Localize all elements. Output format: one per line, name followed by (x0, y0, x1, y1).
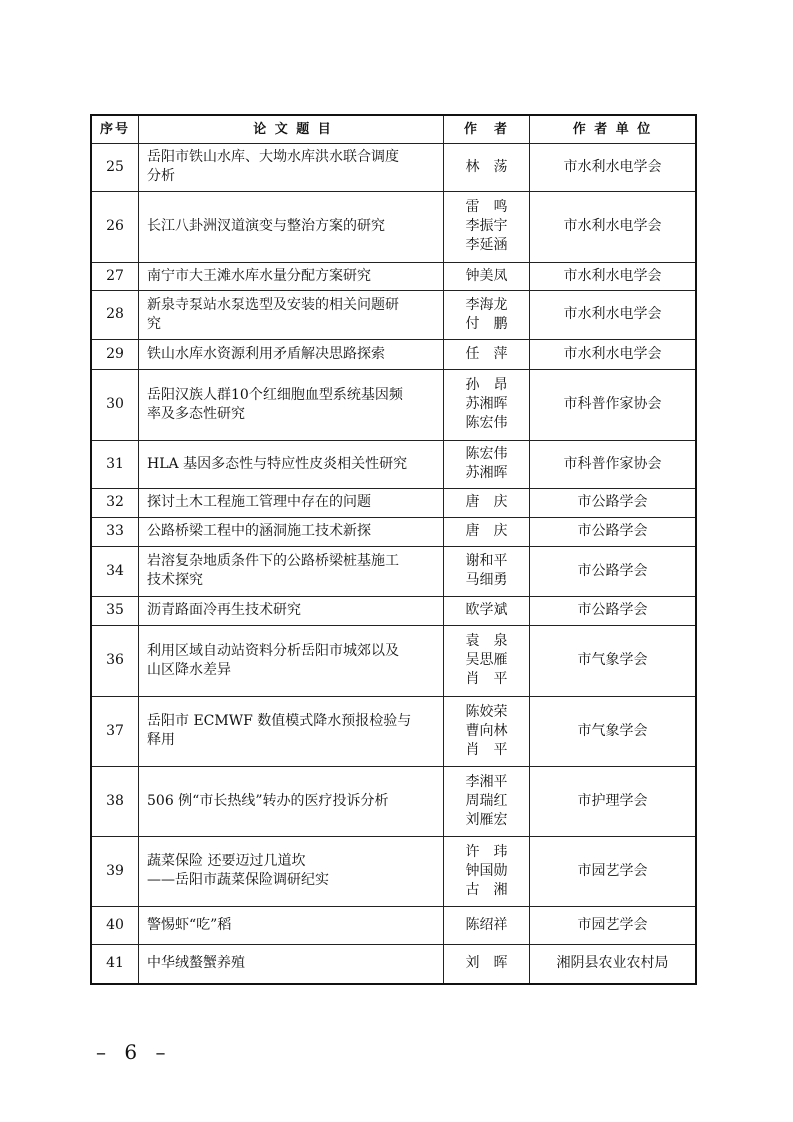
author-name: 曹向林 (465, 722, 508, 739)
row-number: 26 (91, 191, 139, 262)
paper-title (139, 440, 444, 488)
author-unit: 市气象学会 (530, 625, 697, 696)
paper-authors (444, 596, 530, 625)
author-name: 刘 晖 (465, 955, 508, 972)
author-name: 欧学斌 (465, 602, 508, 618)
table-row (91, 625, 696, 696)
header-no: 序号 (91, 115, 139, 143)
author-unit: 市水利水电学会 (530, 143, 697, 191)
author-name: 唐 庆 (465, 523, 508, 539)
author-unit: 市水利水电学会 (530, 339, 697, 369)
row-number: 38 (91, 766, 139, 836)
paper-title-line: ——岳阳市蔬菜保险调研纪实 (147, 872, 329, 888)
author-name: 肖 平 (465, 671, 508, 687)
author-unit: 湘阴县农业农村局 (530, 944, 697, 984)
table-row (91, 546, 696, 596)
author-name: 孙 昂 (465, 377, 508, 393)
row-number: 41 (91, 944, 139, 984)
table-row (91, 290, 696, 339)
paper-title (139, 262, 444, 290)
paper-title (139, 290, 444, 339)
paper-title-line: 长江八卦洲汊道演变与整治方案的研究 (147, 218, 385, 234)
author-unit: 市科普作家协会 (530, 369, 697, 440)
paper-title-line: 公路桥梁工程中的涵洞施工技术新探 (147, 523, 371, 539)
paper-authors (444, 339, 530, 369)
paper-title-line: 中华绒螯蟹养殖 (147, 955, 245, 972)
paper-title-line: 新泉寺泵站水泵选型及安装的相关问题研 (147, 296, 399, 313)
table-row (91, 191, 696, 262)
paper-title-line: HLA 基因多态性与特应性皮炎相关性研究 (147, 455, 408, 472)
paper-title-line: 岳阳汉族人群10个红细胞血型系统基因频 (147, 386, 403, 403)
author-name: 李湘平 (465, 773, 508, 790)
author-name: 谢和平 (465, 553, 508, 569)
table-row (91, 488, 696, 517)
row-number: 34 (91, 546, 139, 596)
author-unit: 市水利水电学会 (530, 290, 697, 339)
paper-title-line: 警惕虾“吃”稻 (147, 916, 232, 933)
table-row (91, 596, 696, 625)
header-title: 论 文 题 目 (139, 115, 444, 143)
row-number: 36 (91, 625, 139, 696)
paper-title-line: 释用 (147, 732, 175, 748)
table-row (91, 696, 696, 766)
row-number: 33 (91, 517, 139, 546)
table-row (91, 369, 696, 440)
author-unit: 市气象学会 (530, 696, 697, 766)
table-header-row (91, 115, 696, 143)
paper-authors (444, 488, 530, 517)
paper-authors (444, 625, 530, 696)
table-row (91, 906, 696, 944)
author-name: 陈宏伟 (465, 446, 508, 462)
author-name: 古 湘 (465, 881, 508, 898)
paper-title (139, 369, 444, 440)
paper-title-line: 利用区域自动站资料分析岳阳市城郊以及 (147, 642, 399, 659)
paper-title-line: 岳阳市 ECMWF 数值模式降水预报检验与 (147, 713, 412, 729)
header-unit: 作 者 单 位 (530, 115, 697, 143)
table-body (91, 143, 696, 984)
row-number: 32 (91, 488, 139, 517)
paper-authors (444, 766, 530, 836)
author-unit: 市园艺学会 (530, 836, 697, 906)
paper-title-line: 探讨土木工程施工管理中存在的问题 (147, 494, 371, 510)
author-name: 吴思雁 (465, 652, 508, 668)
row-number: 29 (91, 339, 139, 369)
paper-title (139, 546, 444, 596)
paper-authors (444, 262, 530, 290)
author-name: 唐 庆 (465, 494, 508, 510)
author-name: 袁 泉 (465, 633, 508, 649)
row-number: 30 (91, 369, 139, 440)
author-name: 任 萍 (465, 345, 508, 362)
paper-title-line: 沥青路面冷再生技术研究 (147, 602, 301, 618)
paper-title-line: 铁山水库水资源利用矛盾解决思路探索 (147, 345, 385, 362)
row-number: 37 (91, 696, 139, 766)
paper-authors (444, 836, 530, 906)
header-author: 作 者 (444, 115, 530, 143)
paper-authors (444, 546, 530, 596)
paper-authors (444, 191, 530, 262)
author-unit: 市公路学会 (530, 546, 697, 596)
paper-title-line: 分析 (147, 168, 175, 184)
paper-authors (444, 696, 530, 766)
row-number: 35 (91, 596, 139, 625)
paper-title (139, 488, 444, 517)
table-row (91, 766, 696, 836)
table-row (91, 339, 696, 369)
paper-title (139, 143, 444, 191)
paper-title-line: 506 例“市长热线”转办的医疗投诉分析 (147, 792, 389, 809)
author-name: 苏湘晖 (465, 465, 508, 481)
paper-authors (444, 143, 530, 191)
row-number: 40 (91, 906, 139, 944)
paper-title (139, 339, 444, 369)
paper-title (139, 836, 444, 906)
author-unit: 市公路学会 (530, 517, 697, 546)
author-name: 林 荡 (465, 158, 508, 175)
paper-title-line: 岩溶复杂地质条件下的公路桥梁桩基施工 (147, 553, 399, 569)
author-name: 付 鹏 (465, 315, 508, 332)
table-row (91, 836, 696, 906)
author-name: 苏湘晖 (465, 396, 508, 412)
author-unit: 市水利水电学会 (530, 191, 697, 262)
row-number: 28 (91, 290, 139, 339)
table-row (91, 262, 696, 290)
table-row (91, 944, 696, 984)
paper-authors (444, 290, 530, 339)
row-number: 25 (91, 143, 139, 191)
author-name: 李振宇 (465, 218, 508, 234)
paper-title (139, 596, 444, 625)
paper-title-line: 南宁市大王滩水库水量分配方案研究 (147, 267, 371, 284)
author-name: 雷 鸣 (465, 199, 508, 215)
paper-title (139, 517, 444, 546)
author-name: 肖 平 (465, 741, 508, 758)
paper-title (139, 944, 444, 984)
author-name: 陈绍祥 (465, 916, 508, 933)
paper-title-line: 蔬菜保险 还要迈过几道坎 (147, 853, 306, 869)
paper-title-line: 究 (147, 315, 161, 332)
page-number: – 6 – (96, 1040, 172, 1064)
paper-title (139, 191, 444, 262)
paper-title-line: 岳阳市铁山水库、大坳水库洪水联合调度 (147, 149, 399, 165)
paper-title-line: 率及多态性研究 (147, 405, 245, 422)
author-name: 陈姣荣 (465, 703, 508, 720)
paper-title-line: 山区降水差异 (147, 661, 231, 678)
row-number: 31 (91, 440, 139, 488)
author-unit: 市公路学会 (530, 596, 697, 625)
paper-authors (444, 944, 530, 984)
author-name: 许 玮 (465, 843, 508, 860)
author-name: 李延涵 (465, 237, 508, 253)
row-number: 27 (91, 262, 139, 290)
author-unit: 市科普作家协会 (530, 440, 697, 488)
paper-title (139, 766, 444, 836)
paper-title (139, 906, 444, 944)
table-row (91, 517, 696, 546)
author-name: 钟国勋 (465, 862, 508, 879)
paper-authors (444, 906, 530, 944)
paper-authors (444, 369, 530, 440)
table-row (91, 143, 696, 191)
paper-authors (444, 517, 530, 546)
paper-list-table (90, 114, 697, 985)
author-unit: 市公路学会 (530, 488, 697, 517)
author-name: 刘雁宏 (465, 811, 508, 828)
paper-title-line: 技术探究 (147, 572, 203, 588)
row-number: 39 (91, 836, 139, 906)
paper-title (139, 625, 444, 696)
author-name: 周瑞红 (465, 792, 508, 809)
author-unit: 市水利水电学会 (530, 262, 697, 290)
author-name: 李海龙 (465, 296, 508, 313)
author-name: 马细勇 (465, 572, 508, 588)
table-row (91, 440, 696, 488)
paper-authors (444, 440, 530, 488)
author-name: 钟美凤 (465, 267, 508, 284)
author-unit: 市护理学会 (530, 766, 697, 836)
paper-title (139, 696, 444, 766)
author-name: 陈宏伟 (465, 415, 508, 431)
author-unit: 市园艺学会 (530, 906, 697, 944)
